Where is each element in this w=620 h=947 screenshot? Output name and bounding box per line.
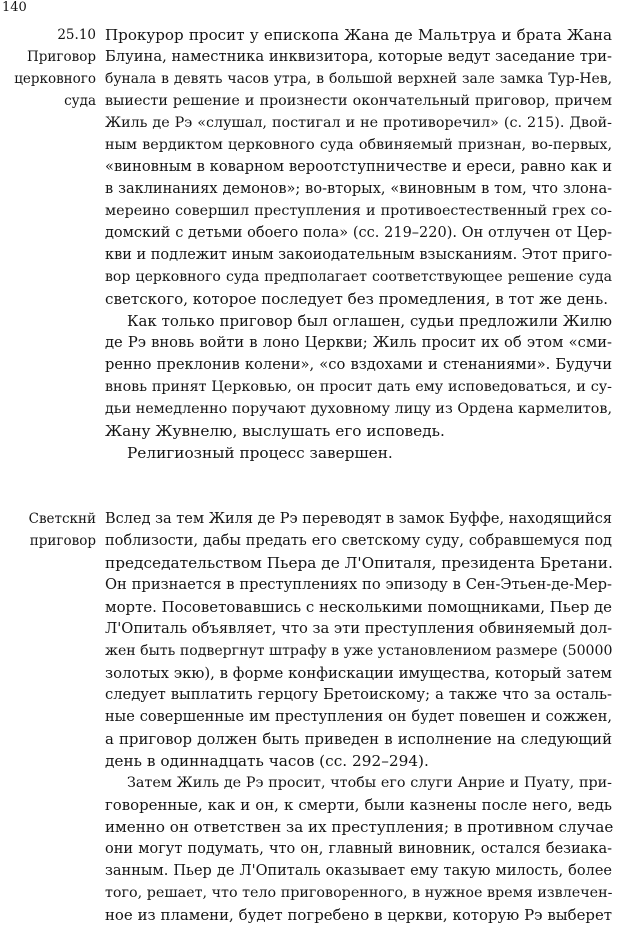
text-line: того, решает, что тело приговоренного, в нужное время извлечен- xyxy=(105,885,613,901)
text-line: в заклинаниях демонов»; во-вторых, «виновным в том, что злона- xyxy=(105,181,612,197)
paragraph xyxy=(105,310,612,442)
text-line: жен быть подвергнут штрафу в уже установлениом размере (50000 xyxy=(105,643,613,659)
text-line: следует выплатить герцогу Бретоискому; а также что за осталь- xyxy=(105,686,612,703)
text-line: мереино совершил преступления и противоестественный грех со- xyxy=(105,203,612,219)
text-line: бунала в девять часов утра, в большой верхней зале замка Тур-Нев, xyxy=(105,71,612,87)
text-line: морте. Посоветовавшись с несколькими помощниками, Пьер де xyxy=(105,598,612,616)
text-line: Блуина, наместника инквизитора, которые ведут заседание три- xyxy=(105,48,612,65)
text-line: вновь принят Церковью, он просит дать ему исповедоваться, и су- xyxy=(105,379,612,395)
text-line: золотых экю), в форме конфискации имущества, который затем xyxy=(105,664,612,682)
text-line: говоренные, как и он, к смерти, были казнены после него, ведь xyxy=(105,796,612,814)
margin-note-line: суда xyxy=(64,93,96,109)
text-line: ренно преклонив колени», «со вздохами и стенаниями». Будучи xyxy=(105,356,612,373)
text-line: вор церковного суда предполагает соответствующее решение суда xyxy=(105,269,612,285)
text-line: выиести решение и произнести окончательный приговор, причем xyxy=(105,93,612,109)
margin-note-line: Светскнй xyxy=(28,511,96,527)
text-line: Жиль де Рэ «слушал, постигал и не противоречил» (с. 215). Двой- xyxy=(105,115,612,131)
text-line: кви и подлежит иным закоиодательным взысканиям. Этот приго- xyxy=(105,247,613,263)
paragraph xyxy=(105,772,612,926)
text-line: Прокурор просит у епископа Жана де Мальтруа и брата Жана xyxy=(105,26,612,44)
margin-note-line: приговор xyxy=(29,533,96,549)
text-line: Жану Жувнелю, выслушать его исповедь. xyxy=(105,422,445,440)
text-line: Он признается в преступлениях по эпизоду в Сен-Этьен-де-Мер- xyxy=(105,576,612,593)
text-line: поблизости, дабы предать его светскому суду, собравшемуся под xyxy=(105,533,612,549)
text-line: ные совершенные им преступления он будет повешен и сожжен, xyxy=(105,709,612,725)
margin-note xyxy=(0,24,96,112)
text-line: домский с детьми обоего пола» (сс. 219–220). Он отлучен от Цер- xyxy=(105,225,612,241)
margin-note-line: церковного xyxy=(14,71,96,87)
text-line: светского, которое последует без промедления, в тот же день. xyxy=(105,290,608,308)
text-line: Вслед за тем Жиля де Рэ переводят в замок Буффе, находящийся xyxy=(105,511,613,527)
paragraph xyxy=(105,442,612,464)
text-line: Как только приговор был оглашен, судьи предложили Жилю xyxy=(127,312,612,330)
text-line: Затем Жиль де Рэ просит, чтобы его слуги Анрие и Пуату, при- xyxy=(127,775,612,791)
text-line: де Рэ вновь войти в лоно Церкви; Жиль просит их об этом «сми- xyxy=(105,334,612,351)
text-line: председательством Пьера де Л'Опиталя, президента Бретани. xyxy=(105,554,613,572)
margin-note-line: 25.10 xyxy=(57,27,96,43)
body-text xyxy=(105,24,612,464)
text-line: занным. Пьер де Л'Опиталь оказывает ему такую милость, более xyxy=(105,863,612,879)
text-line: а приговор должен быть приведен в исполнение на следующий xyxy=(105,730,612,748)
text-line: именно он ответствен за их преступления; в противном случае xyxy=(105,818,614,836)
paragraph xyxy=(105,508,612,772)
text-line: ным вердиктом церковного суда обвиняемый признан, во-первых, xyxy=(105,137,612,153)
paragraph xyxy=(105,24,612,310)
text-line: они могут подумать, что он, главный виновник, остался безиака- xyxy=(105,841,612,857)
text-line: день в одиннадцать часов (сс. 292–294). xyxy=(105,752,429,770)
text-line: дьи немедленно поручают духовному лицу из Ордена кармелитов, xyxy=(105,401,612,417)
body-text xyxy=(105,508,612,926)
text-line: ное из пламени, будет погребено в церкви, которую Рэ выберет xyxy=(105,906,612,924)
margin-note-line: Приговор xyxy=(27,49,96,65)
text-line: «виновным в коварном вероотступничестве и ереси, равно как и xyxy=(105,158,612,175)
text-line: Л'Опиталь объявляет, что за эти преступления обвиняемый дол- xyxy=(105,620,613,637)
margin-note xyxy=(0,508,96,552)
page-number: 140 xyxy=(2,0,27,15)
text-line: Религиозный процесс завершен. xyxy=(127,444,393,462)
